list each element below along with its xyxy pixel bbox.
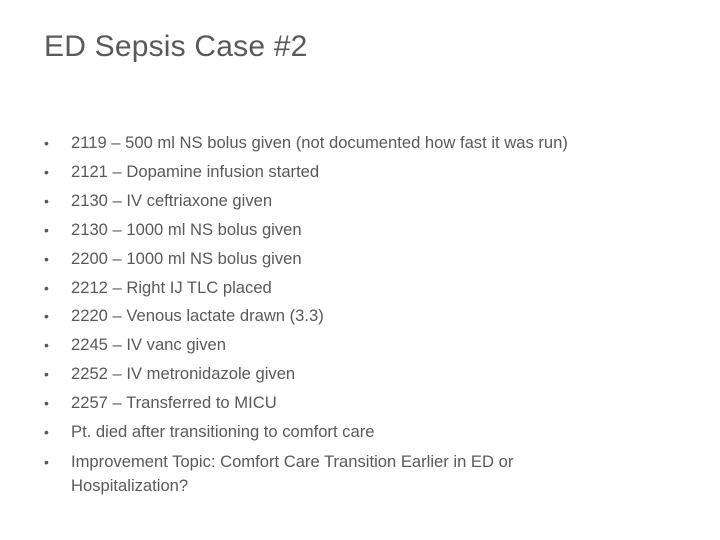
bullet-text: 2252 – IV metronidazole given: [71, 364, 296, 384]
bullet-text: 2119 – 500 ml NS bolus given (not documented how fast it was run): [71, 133, 568, 152]
bullet-item: [44, 187, 684, 216]
bullet-icon: •: [44, 192, 49, 209]
bullet-item: [44, 245, 684, 274]
bullet-icon: •: [44, 221, 49, 238]
bullet-icon: •: [44, 279, 49, 296]
bullet-item: [44, 302, 684, 331]
bullet-item: [44, 389, 684, 418]
bullet-item: [44, 418, 684, 447]
bullet-icon: •: [44, 366, 49, 383]
bullet-text: Improvement Topic: Comfort Care Transition Earlier in ED or Hospitalization?: [71, 451, 514, 495]
bullet-text: 2121 – Dopamine infusion started: [71, 161, 320, 181]
bullet-item: [44, 129, 684, 158]
bullet-text: 2130 – IV ceftriaxone given: [71, 190, 273, 210]
bullet-list: [44, 129, 684, 498]
bullet-icon: •: [44, 395, 49, 412]
bullet-icon: •: [44, 424, 49, 441]
bullet-item: [44, 274, 684, 303]
bullet-item: [44, 331, 684, 360]
bullet-text: 2257 – Transferred to MICU: [71, 393, 277, 413]
bullet-icon: •: [44, 250, 49, 267]
bullet-icon: •: [44, 135, 49, 151]
bullet-item-improvement-topic: [44, 447, 591, 498]
bullet-text: 2212 – Right IJ TLC placed: [71, 277, 272, 297]
bullet-icon: •: [44, 453, 49, 470]
bullet-text: Pt. died after transitioning to comfort care: [71, 422, 375, 442]
slide-title: ED Sepsis Case #2: [44, 30, 308, 63]
bullet-icon: •: [44, 308, 49, 325]
bullet-text: 2130 – 1000 ml NS bolus given: [71, 219, 302, 239]
bullet-text: 2200 – 1000 ml NS bolus given: [71, 248, 302, 268]
bullet-icon: •: [44, 337, 49, 354]
bullet-item: [44, 158, 684, 187]
bullet-text: 2245 – IV vanc given: [71, 335, 226, 355]
bullet-icon: •: [44, 163, 49, 180]
bullet-text: 2220 – Venous lactate drawn (3.3): [71, 306, 324, 326]
bullet-item: [44, 216, 684, 245]
bullet-item: [44, 360, 684, 389]
